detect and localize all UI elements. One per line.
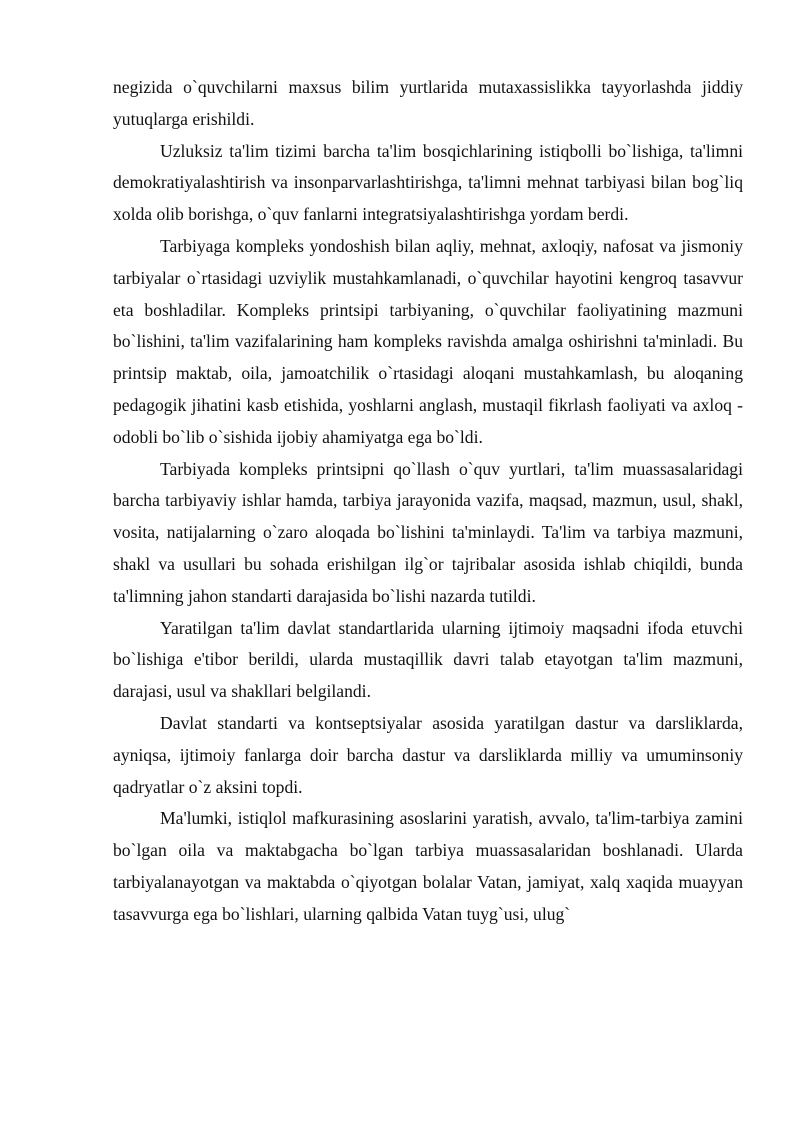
paragraph-continuation: negizida o`quvchilarni maxsus bilim yurtlarida mutaxassislikka tayyorlashda jiddiy yutuqlarga erishildi. — [113, 77, 743, 129]
paragraph-istiqlol-mafkurasi: Ma'lumki, istiqlol mafkurasining asoslarini yaratish, avvalo, ta'lim-tarbiya zamini bo`lgan oila va maktabgacha bo`lgan tarbiya muassasalaridan boshlanadi. Ularda tarbiyalanayotgan va maktabda o`qiyotgan bolalar Vatan, jamiyat, xalq xaqida muayyan tasavvurga ega bo`lishlari, ularning qalbida Vatan tuyg`usi, ulug` — [113, 808, 743, 924]
paragraph-kompleks-printsip: Tarbiyada kompleks printsipni qo`llash o`quv yurtlari, ta'lim muassasalaridagi barcha tarbiyaviy ishlar hamda, tarbiya jarayonida vazifa, maqsad, mazmun, usul, shakl, vosita, natijalarning o`zaro aloqada bo`lishini ta'minlaydi. Ta'lim va tarbiya mazmuni, shakl va usullari bu sohada erishilgan ilg`or tajribalar asosida ishlab chiqildi, bunda ta'limning jahon standarti darajasida bo`lishi nazarda tutildi. — [113, 458, 743, 606]
paragraph-uzluksiz-talim: Uzluksiz ta'lim tizimi barcha ta'lim bosqichlarining istiqbolli bo`lishiga, ta'limni demokratiyalashtirish va insonparvarlashtirishga, ta'limni mehnat tarbiyasi bilan bog`liq xolda olib borishga, o`quv fanlarni integratsiyalashtirishga yordam berdi. — [113, 140, 743, 225]
paragraph-kompleks-yondoshish: Tarbiyaga kompleks yondoshish bilan aqliy, mehnat, axloqiy, nafosat va jismoniy tarbiyalar o`rtasidagi uzviylik mustahkamlanadi, o`quvchilar hayotini kengroq tasavvur eta boshladilar. Kompleks printsipi tarbiyaning, o`quvchilar faoliyatining mazmuni bo`lishini, ta'lim vazifalarining ham kompleks ravishda amalga oshirishni ta'minladi. Bu printsip maktab, oila, jamoatchilik o`rtasidagi aloqani mustahkamlash, bu aloqaning pedagogik jihatini kasb etishida, yoshlarni anglash, mustaqil fikrlash faoliyati va axloq - odobli bo`lib o`sishida ijobiy ahamiyatga ega bo`ldi. — [113, 235, 743, 447]
paragraph-davlat-standartlari: Yaratilgan ta'lim davlat standartlarida ularning ijtimoiy maqsadni ifoda etuvchi bo`lishiga e'tibor berildi, ularda mustaqillik davri talab etayotgan ta'lim mazmuni, darajasi, usul va shakllari belgilandi. — [113, 617, 743, 702]
document-page — [113, 72, 743, 931]
paragraph-dastur-darsliklar: Davlat standarti va kontseptsiyalar asosida yaratilgan dastur va darsliklarda, ayniqsa, ijtimoiy fanlarga doir barcha dastur va darsliklarda milliy va umuminsoniy qadryatlar o`z aksini topdi. — [113, 712, 743, 797]
